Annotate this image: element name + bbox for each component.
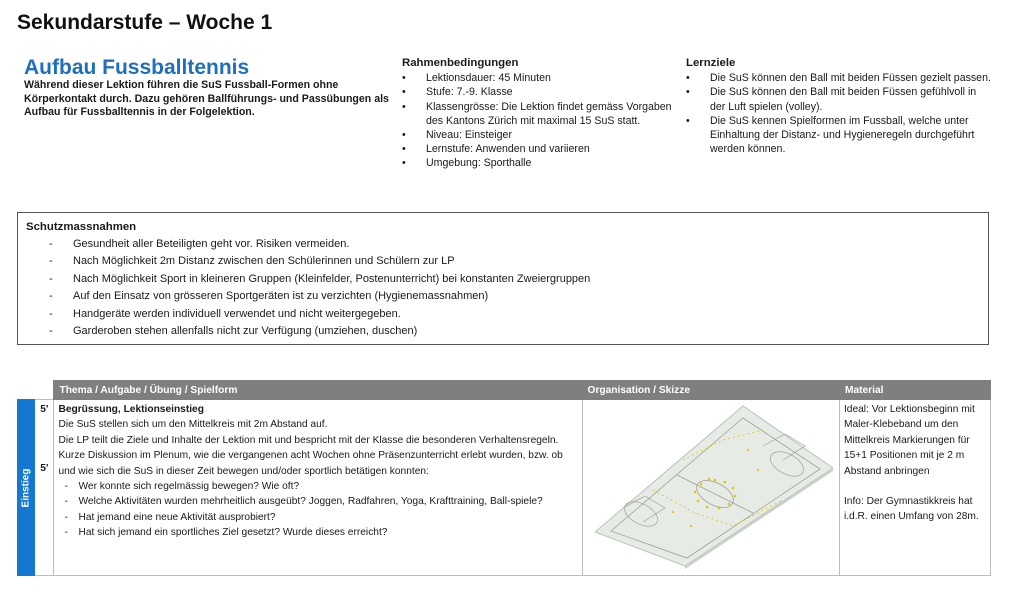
content-text: Kurze Diskussion im Plenum, wie die vergangenen acht Wochen ohne Präsenzunterricht erlebt wurden, bzw. ob und wie sich die SuS in dieser Zeit bewegen und/oder sportlich betätigen konnten: xyxy=(58,450,563,477)
header-blank xyxy=(18,381,54,400)
position-marker xyxy=(689,525,691,527)
position-marker xyxy=(705,506,708,509)
lernziele-list xyxy=(686,71,992,156)
list-item: - Welche Aktivitäten wurden mehrheitlich ausgeübt? Joggen, Radfahren, Yoga, Krafttraining, Ball-spiele? xyxy=(58,494,577,509)
position-marker xyxy=(731,487,734,490)
content-text: Die SuS stellen sich um den Mittelkreis mit 2m Abstand auf. xyxy=(58,419,328,431)
list-item: • Niveau: Einsteiger xyxy=(402,128,680,142)
list-item: - Auf den Einsatz von grösseren Sportgeräten ist zu verzichten (Hygienemassnahmen) xyxy=(26,288,980,305)
content-heading: Begrüssung, Lektionseinstieg xyxy=(58,404,204,415)
list-item: • Lektionsdauer: 45 Minuten xyxy=(402,71,680,85)
schutzmassnahmen-box xyxy=(17,212,989,345)
header-thema: Thema / Aufgabe / Übung / Spielform xyxy=(54,381,582,400)
court-sketch xyxy=(583,400,836,570)
page-title: Sekundarstufe – Woche 1 xyxy=(17,11,273,34)
list-item: • Stufe: 7.-9. Klasse xyxy=(402,85,680,99)
content-cell xyxy=(54,400,582,576)
position-marker xyxy=(746,449,748,451)
list-item: • Klassengrösse: Die Lektion findet gemäss Vorgaben des Kantons Zürich mit maximal 15 SuS statt. xyxy=(402,100,680,128)
lernziele-heading: Lernziele xyxy=(686,57,736,69)
list-item: - Nach Möglichkeit 2m Distanz zwischen den Schülerinnen und Schülern zur LP xyxy=(26,253,980,270)
table-header-row xyxy=(18,381,991,400)
lesson-title: Aufbau Fussballtennis xyxy=(24,56,250,79)
list-item: - Wer konnte sich regelmässig bewegen? Wie oft? xyxy=(58,479,577,494)
header-organisation: Organisation / Skizze xyxy=(582,381,839,400)
position-marker xyxy=(756,469,758,471)
list-item: - Nach Möglichkeit Sport in kleineren Gruppen (Kleinfelder, Postenunterricht) bei konstanten Zweiergruppen xyxy=(26,271,980,288)
rahmenbedingungen-section xyxy=(402,56,680,171)
material-info: Info: Der Gymnastikkreis hat i.d.R. einen Umfang von 28m. xyxy=(843,496,979,523)
lesson-description: Während dieser Lektion führen die SuS Fussball-Formen ohne Körperkontakt durch. Dazu gehören Ballführungs- und Passübungen als Aufbau für Fussballtennis in der Folgelektion. xyxy=(24,79,389,118)
position-marker xyxy=(713,479,716,482)
court-diagram xyxy=(595,406,833,569)
rahmenbedingungen-list xyxy=(402,71,680,170)
content-text: Die LP teilt die Ziele und Inhalte der Lektion mit und bespricht mit der Klasse die besonderen Verhaltensregeln. xyxy=(58,434,559,446)
lesson-plan-table xyxy=(17,380,991,576)
list-item: • Die SuS kennen Spielformen im Fussball, welche unter Einhaltung der Distanz- und Hygieneregeln durchgeführt werden können. xyxy=(686,114,992,157)
position-marker xyxy=(707,478,710,481)
position-marker xyxy=(671,511,673,513)
time-cell xyxy=(35,400,54,576)
position-marker xyxy=(717,507,720,510)
rahmenbedingungen-heading: Rahmenbedingungen xyxy=(402,57,519,69)
list-item: - Hat jemand eine neue Aktivität ausprobiert? xyxy=(58,510,577,525)
list-item: • Lernstufe: Anwenden und variieren xyxy=(402,142,680,156)
organisation-sketch-cell xyxy=(582,400,839,576)
phase-label: Einstieg xyxy=(20,468,32,508)
position-marker xyxy=(696,500,699,503)
lernziele-section xyxy=(686,56,992,156)
material-cell xyxy=(839,400,990,576)
phase-cell xyxy=(18,400,35,576)
schutzmassnahmen-heading: Schutzmassnahmen xyxy=(26,221,137,233)
position-marker xyxy=(699,483,702,486)
time-value: 5' xyxy=(40,404,49,415)
list-item: • Umgebung: Sporthalle xyxy=(402,156,680,170)
list-item: - Gesundheit aller Beteiligten geht vor. Risiken vermeiden. xyxy=(26,236,980,253)
position-marker xyxy=(693,491,696,494)
question-list xyxy=(58,479,577,541)
list-item: • Die SuS können den Ball mit beiden Füssen gezielt passen. xyxy=(686,71,992,85)
material-text: Ideal: Vor Lektionsbeginn mit Maler-Klebeband um den Mittelkreis Markierungen für 15+1 Positionen mit je 2 m Abstand anbringen xyxy=(843,404,975,477)
time-value: 5' xyxy=(40,463,49,475)
position-marker xyxy=(723,481,726,484)
position-marker xyxy=(727,503,730,506)
list-item: • Die SuS können den Ball mit beiden Füssen gefühlvoll in der Luft spielen (volley). xyxy=(686,85,992,113)
list-item: - Hat sich jemand ein sportliches Ziel gesetzt? Wurde dieses erreicht? xyxy=(58,525,577,540)
list-item: - Handgeräte werden individuell verwendet und nicht weitergegeben. xyxy=(26,306,980,323)
schutzmassnahmen-list xyxy=(26,236,980,340)
header-material: Material xyxy=(839,381,990,400)
table-row xyxy=(18,400,991,576)
position-marker xyxy=(733,495,736,498)
list-item: - Garderoben stehen allenfalls nicht zur Verfügung (umziehen, duschen) xyxy=(26,323,980,340)
court-floor xyxy=(595,406,833,566)
